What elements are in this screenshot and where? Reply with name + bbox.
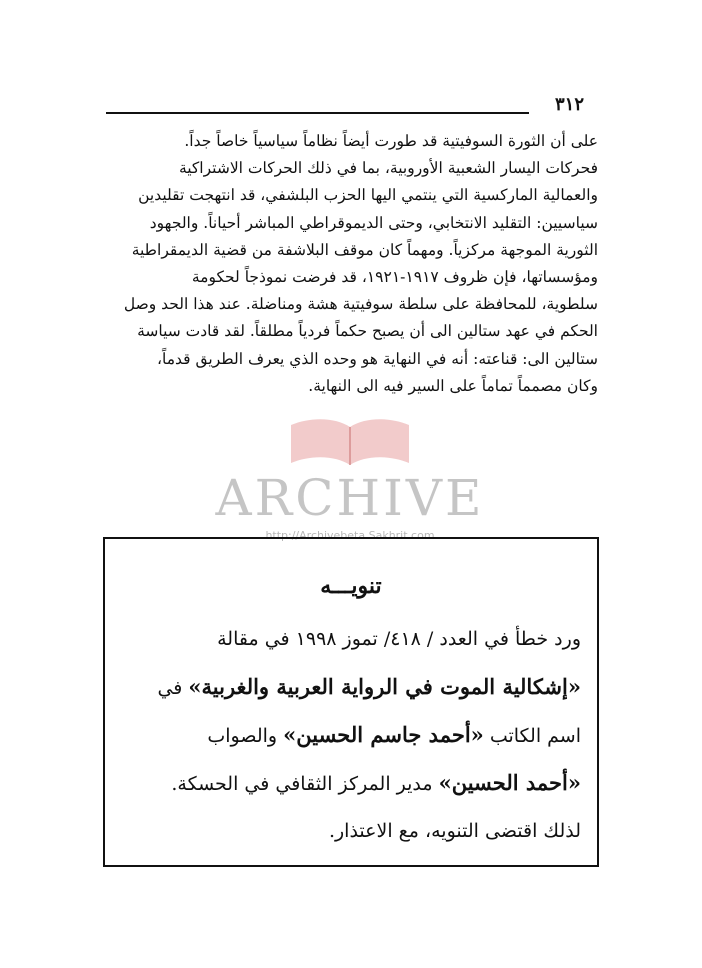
notice-text: في: [157, 677, 189, 699]
body-line: على أن الثورة السوفيتية قد طورت أيضاً نظاماً سياسياً خاصاً جداً.: [184, 132, 598, 150]
correct-author-name: «أحمد الحسين»: [438, 770, 581, 795]
body-line: ومؤسساتها، فإن ظروف ١٩١٧-١٩٢١، قد فرضت نموذجاً لحكومة: [191, 267, 598, 286]
body-line: سياسيين: التقليد الانتخابي، وحتى الديموقراطي المباشر أحياناً. والجهود: [149, 213, 598, 232]
body-line: الثورية الموجهة مركزياً. ومهماً كان موقف البلاشفة من قضية الديمقراطية: [131, 240, 598, 259]
notice-line: [121, 663, 581, 711]
wrong-author-name: «أحمد جاسم الحسين»: [283, 722, 484, 747]
book-logo-icon: [285, 415, 415, 473]
notice-line: [121, 711, 581, 759]
page-number: ٣١٢: [554, 94, 584, 115]
notice-text: لذلك اقتضى التنويه، مع الاعتذار.: [328, 820, 581, 842]
notice-line: [121, 807, 581, 855]
notice-line: [121, 759, 581, 807]
archive-watermark: [150, 415, 550, 545]
notice-body: [121, 615, 581, 855]
notice-text: والصواب: [207, 725, 284, 747]
notice-text: مدير المركز الثقافي في الحسكة.: [171, 773, 439, 795]
body-line: ستالين الى: قناعته: أنه في النهاية هو وحده الذي يعرف الطريق قدماً،: [156, 349, 598, 368]
header-rule: [106, 112, 529, 114]
notice-line: [121, 615, 581, 663]
watermark-url: http://Archivebeta.Sakhrit.com: [265, 529, 435, 542]
notice-text: اسم الكاتب: [483, 725, 581, 747]
notice-title: تنويـــه: [320, 573, 382, 599]
notice-text: ورد خطأ في العدد / ٤١٨/ تموز ١٩٩٨ في مقالة: [217, 628, 581, 650]
body-line: سلطوية، للمحافظة على سلطة سوفيتية هشة ومناضلة. عند هذا الحد وصل: [123, 295, 598, 314]
body-line: والعمالية الماركسية التي ينتمي اليها الحزب البلشفي، قد انتهجت تقليدين: [138, 186, 598, 205]
body-line: وكان مصمماً تماماً على السير فيه الى النهاية.: [308, 376, 598, 395]
watermark-title: ARCHIVE: [215, 469, 485, 527]
body-line: فحركات اليسار الشعبية الأوروبية، بما في ذلك الحركات الاشتراكية: [178, 159, 598, 178]
article-title: «إشكالية الموت في الرواية العربية والغربية»: [188, 674, 581, 699]
article-body: [104, 128, 598, 400]
notice-box: [103, 537, 599, 867]
body-line: الحكم في عهد ستالين الى أن يصبح حكماً فردياً مطلقاً. لقد قادت سياسة: [137, 322, 598, 341]
